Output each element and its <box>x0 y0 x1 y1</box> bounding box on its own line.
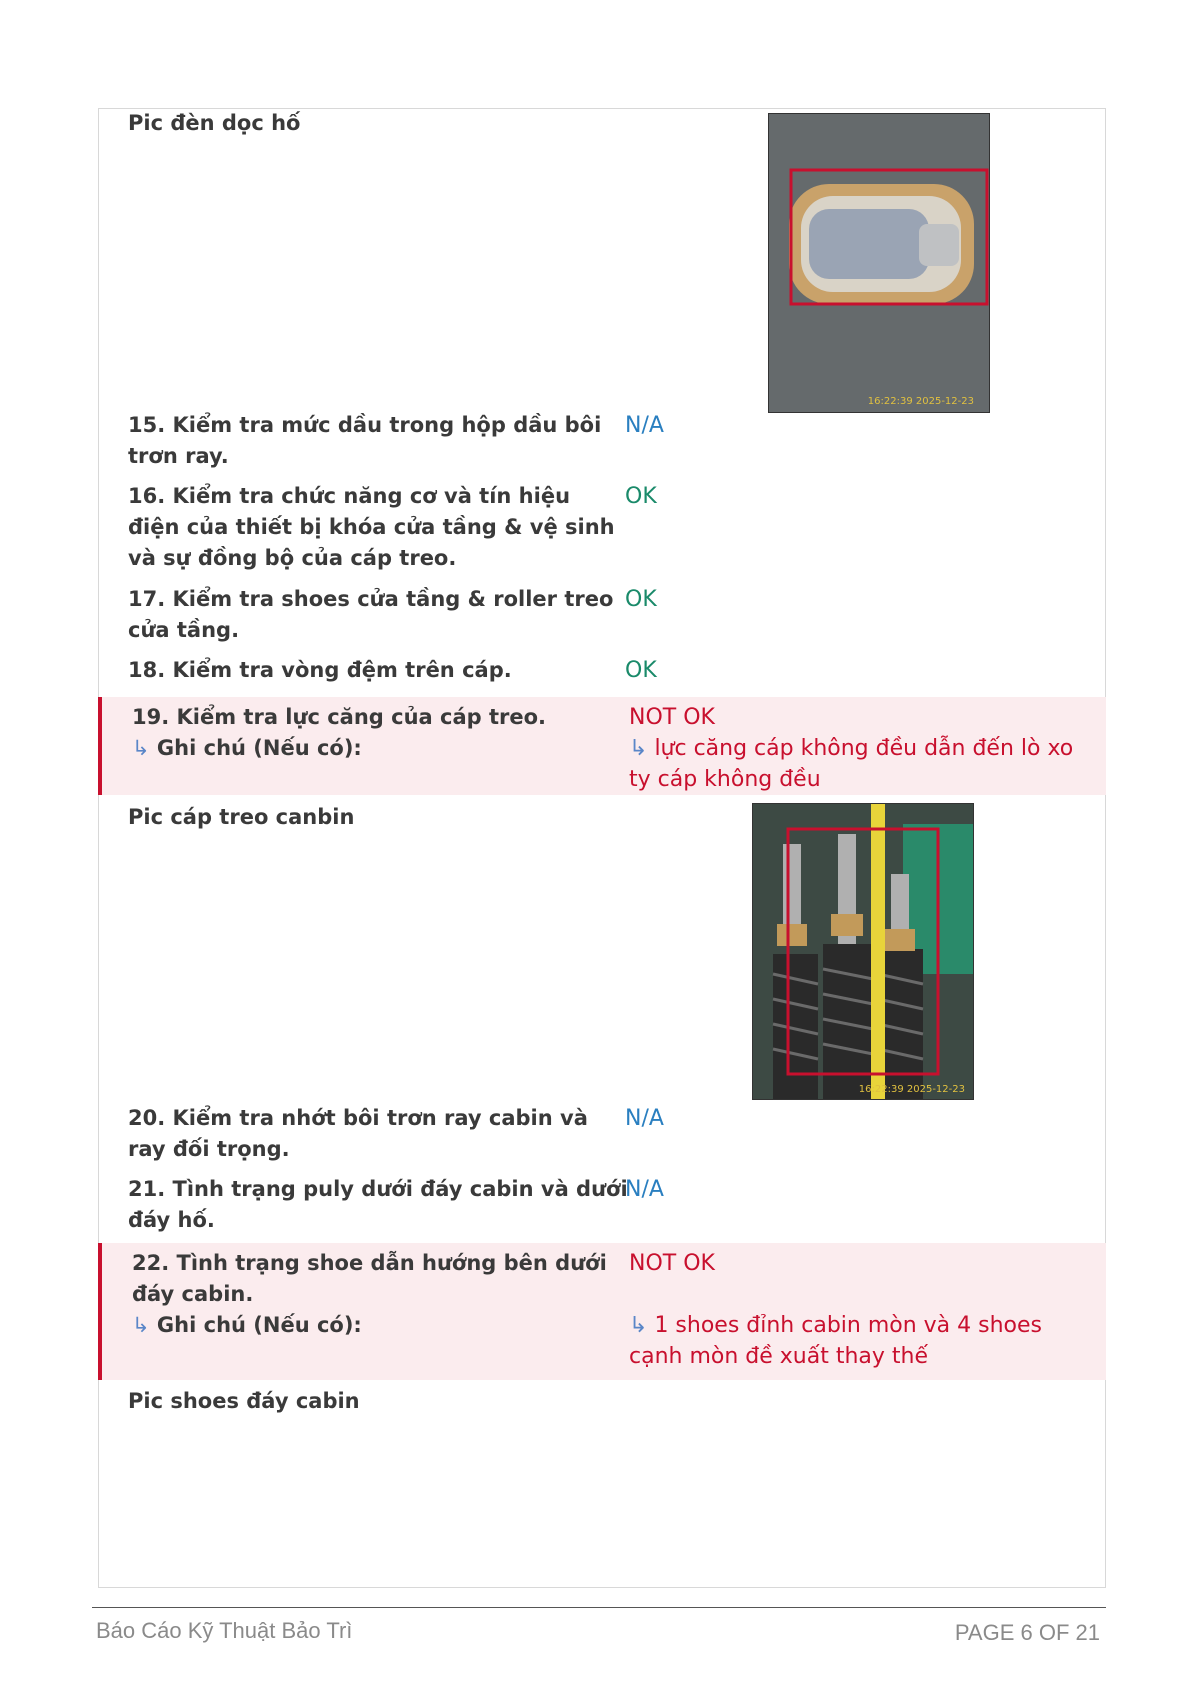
status-badge: N/A <box>625 413 664 438</box>
photo-timestamp: 16:22:39 2025-12-23 <box>867 396 974 407</box>
page-number: PAGE 6 OF 21 <box>954 1620 1100 1645</box>
status-badge: OK <box>625 587 657 612</box>
note-text: lực căng cáp không đều dẫn đến lò xo ty cáp không đều <box>629 736 1074 792</box>
item-label: 21. Tình trạng puly dưới đáy cabin và dưới đáy hố. <box>128 1177 628 1232</box>
item-label: 19. Kiểm tra lực căng của cáp treo. <box>132 705 547 729</box>
item-label: 16. Kiểm tra chức năng cơ và tín hiệu điện của thiết bị khóa cửa tầng & vệ sinh và sự đồng bộ của cáp treo. <box>128 484 615 570</box>
return-arrow-icon: ↳ <box>132 736 150 760</box>
note-row <box>629 733 1099 795</box>
note-text: 1 shoes đỉnh cabin mòn và 4 shoes cạnh mòn đề xuất thay thế <box>629 1313 1043 1369</box>
return-arrow-icon: ↳ <box>629 736 648 761</box>
return-arrow-icon: ↳ <box>132 1313 150 1337</box>
footer-title: Báo Cáo Kỹ Thuật Bảo Trì <box>96 1618 353 1643</box>
photo-section-pit-light <box>98 108 1106 408</box>
status-badge: NOT OK <box>629 1251 715 1276</box>
note-label-row <box>132 733 632 764</box>
status-badge: N/A <box>625 1177 664 1202</box>
photo-label: Pic đèn dọc hố <box>128 111 301 135</box>
item-label: 22. Tình trạng shoe dẫn hướng bên dưới đáy cabin. <box>132 1251 607 1306</box>
note-row <box>629 1310 1099 1372</box>
photo-label: Pic shoes đáy cabin <box>128 1389 360 1413</box>
photo-section-cabin-shoes <box>98 1386 1106 1426</box>
item-label: 17. Kiểm tra shoes cửa tầng & roller treo cửa tầng. <box>128 587 614 642</box>
photo-section-suspension-cable <box>98 800 1106 1100</box>
checklist-item-18 <box>98 655 1106 689</box>
photo-timestamp: 16:22:39 2025-12-23 <box>858 1084 965 1095</box>
return-arrow-icon: ↳ <box>629 1313 648 1338</box>
checklist-item-19 <box>98 697 1106 795</box>
status-badge: OK <box>625 484 657 509</box>
checklist-item-17 <box>98 584 1106 648</box>
checklist-item-22 <box>98 1243 1106 1380</box>
checklist-item-16 <box>98 481 1106 576</box>
checklist-item-20 <box>98 1103 1106 1167</box>
note-label: Ghi chú (Nếu có): <box>156 736 362 760</box>
item-label: 15. Kiểm tra mức dầu trong hộp dầu bôi trơn ray. <box>128 413 602 468</box>
note-label-row <box>132 1310 632 1341</box>
item-label: 18. Kiểm tra vòng đệm trên cáp. <box>128 658 512 682</box>
note-label: Ghi chú (Nếu có): <box>156 1313 362 1337</box>
status-badge: OK <box>625 658 657 683</box>
checklist-item-15 <box>98 410 1106 474</box>
footer-divider <box>92 1607 1106 1608</box>
status-badge: N/A <box>625 1106 664 1131</box>
pit-light-photo <box>768 113 990 413</box>
suspension-cable-photo <box>752 803 974 1100</box>
checklist-item-21 <box>98 1174 1106 1238</box>
status-badge: NOT OK <box>629 705 715 730</box>
item-label: 20. Kiểm tra nhớt bôi trơn ray cabin và ray đối trọng. <box>128 1106 588 1161</box>
photo-label: Pic cáp treo canbin <box>128 805 355 829</box>
